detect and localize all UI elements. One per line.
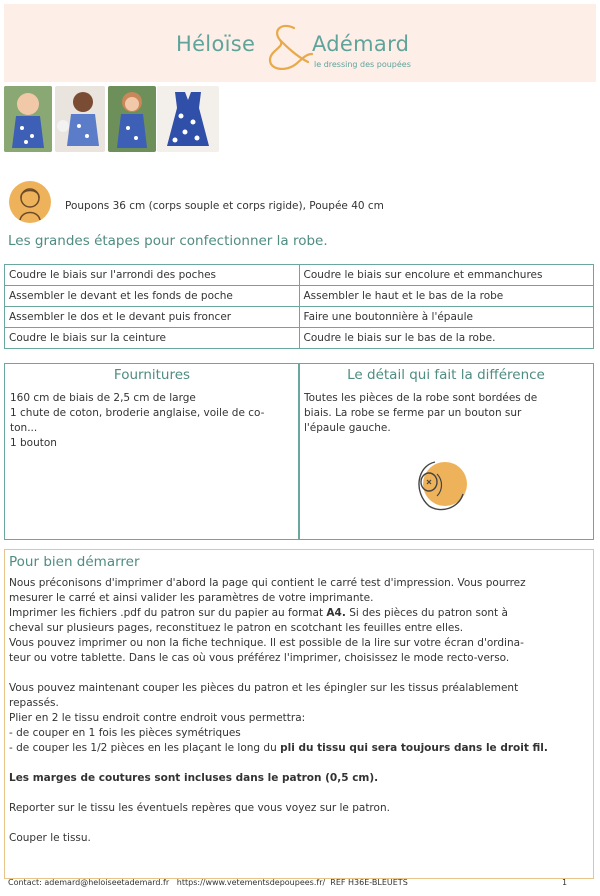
start-line (5, 741, 593, 756)
detail-line: Toutes les pièces de la robe sont bordées de (304, 392, 538, 404)
footer-ref: REF H36E-BLEUETS (330, 878, 408, 887)
step-cell: Coudre le biais sur le bas de la robe. (299, 328, 594, 349)
detail-line: l'épaule gauche. (304, 422, 391, 434)
start-line: - de couper en 1 fois les pièces symétriques (9, 727, 241, 739)
supply-line: ton... (10, 422, 38, 434)
step-cell: Coudre le biais sur l'arrondi des poches (5, 265, 300, 286)
dress-photo (157, 86, 219, 152)
ampersand-icon (256, 20, 316, 74)
brand-right: Adémard (312, 32, 410, 56)
start-line: Vous pouvez maintenant couper les pièces du patron et les épingler sur les tissus préalablement (9, 682, 519, 694)
footer (8, 878, 568, 887)
step-cell: Assembler le dos et le devant puis froncer (5, 307, 300, 328)
start-line: repassés. (9, 697, 59, 709)
detail-title: Le détail qui fait la différence (347, 367, 545, 383)
page-number: 1 (562, 878, 568, 887)
doll-photo-2 (55, 86, 105, 152)
table-row (5, 286, 594, 307)
start-line: mesurer le carré et ainsi valider les paramètres de votre imprimante. (9, 592, 374, 604)
doll-sizes-text: Poupons 36 cm (corps souple et corps rigide), Poupée 40 cm (65, 200, 384, 212)
start-paragraph-2 (5, 681, 593, 756)
supplies-box (4, 363, 300, 540)
start-line: Vous pouvez imprimer ou non la fiche technique. Il est possible de la lire sur votre écran d'ordina- (9, 637, 524, 649)
doll-avatar-icon (8, 180, 52, 224)
supply-line: 1 bouton (10, 437, 57, 449)
step-cell: Assembler le haut et le bas de la robe (299, 286, 594, 307)
doll-photo-1 (4, 86, 52, 152)
supply-line: 160 cm de biais de 2,5 cm de large (10, 392, 196, 404)
step-cell: Coudre le biais sur la ceinture (5, 328, 300, 349)
detail-line: biais. La robe se ferme par un bouton sur (304, 407, 522, 419)
intro-row (8, 180, 568, 228)
brand-logo (172, 20, 432, 74)
button-detail-icon (407, 456, 469, 516)
table-row (5, 328, 594, 349)
start-title: Pour bien démarrer (9, 554, 140, 570)
footer-contact[interactable]: Contact: ademard@heloiseetademard.fr (8, 878, 170, 887)
steps-table (4, 264, 594, 349)
supplies-title: Fournitures (113, 367, 191, 383)
brand-tagline: le dressing des poupées (314, 60, 411, 69)
cut-fabric-note: Couper le tissu. (9, 832, 91, 844)
start-text: Imprimer les fichiers .pdf du patron sur du papier au format (9, 607, 324, 619)
seam-allowance-text: Les marges de coutures sont incluses dans le patron (0,5 cm). (9, 772, 379, 784)
header-banner (4, 4, 596, 82)
start-line: Nous préconisons d'imprimer d'abord la page qui contient le carré test d'impression. Vous pourrez (9, 577, 526, 589)
brand-left: Héloïse (176, 32, 256, 56)
start-line: Plier en 2 le tissu endroit contre endroit vous permettra: (9, 712, 306, 724)
detail-text (299, 391, 593, 436)
start-line: teur ou votre tablette. Dans le cas où vous préférez l'imprimer, choisissez le mode recto-verso. (9, 652, 510, 664)
start-line: cheval sur plusieurs pages, reconstituez le patron en scotchant les feuilles entre elles. (9, 622, 464, 634)
start-text: - de couper les 1/2 pièces en les plaçant le long du (9, 742, 277, 754)
supplies-list (5, 391, 299, 451)
getting-started-box (4, 549, 594, 879)
seam-allowance-note (5, 771, 593, 786)
start-text: Si des pièces du patron sont à (349, 607, 508, 619)
steps-title: Les grandes étapes pour confectionner la robe. (8, 233, 328, 249)
start-line (5, 606, 593, 621)
detail-box (298, 363, 594, 540)
step-cell: Coudre le biais sur encolure et emmanchures (299, 265, 594, 286)
supply-line: 1 chute de coton, broderie anglaise, voile de co- (10, 407, 265, 419)
footer-url[interactable]: https://www.vetementsdepoupees.fr/ (176, 878, 326, 887)
table-row (5, 307, 594, 328)
format-a4: A4. (326, 607, 346, 619)
grain-note: pli du tissu qui sera toujours dans le droit fil. (280, 742, 548, 754)
doll-photo-3 (108, 86, 156, 152)
step-cell: Assembler le devant et les fonds de poche (5, 286, 300, 307)
start-paragraph-1 (5, 576, 593, 666)
marks-note: Reporter sur le tissu les éventuels repères que vous voyez sur le patron. (9, 802, 390, 814)
table-row (5, 265, 594, 286)
step-cell: Faire une boutonnière à l'épaule (299, 307, 594, 328)
